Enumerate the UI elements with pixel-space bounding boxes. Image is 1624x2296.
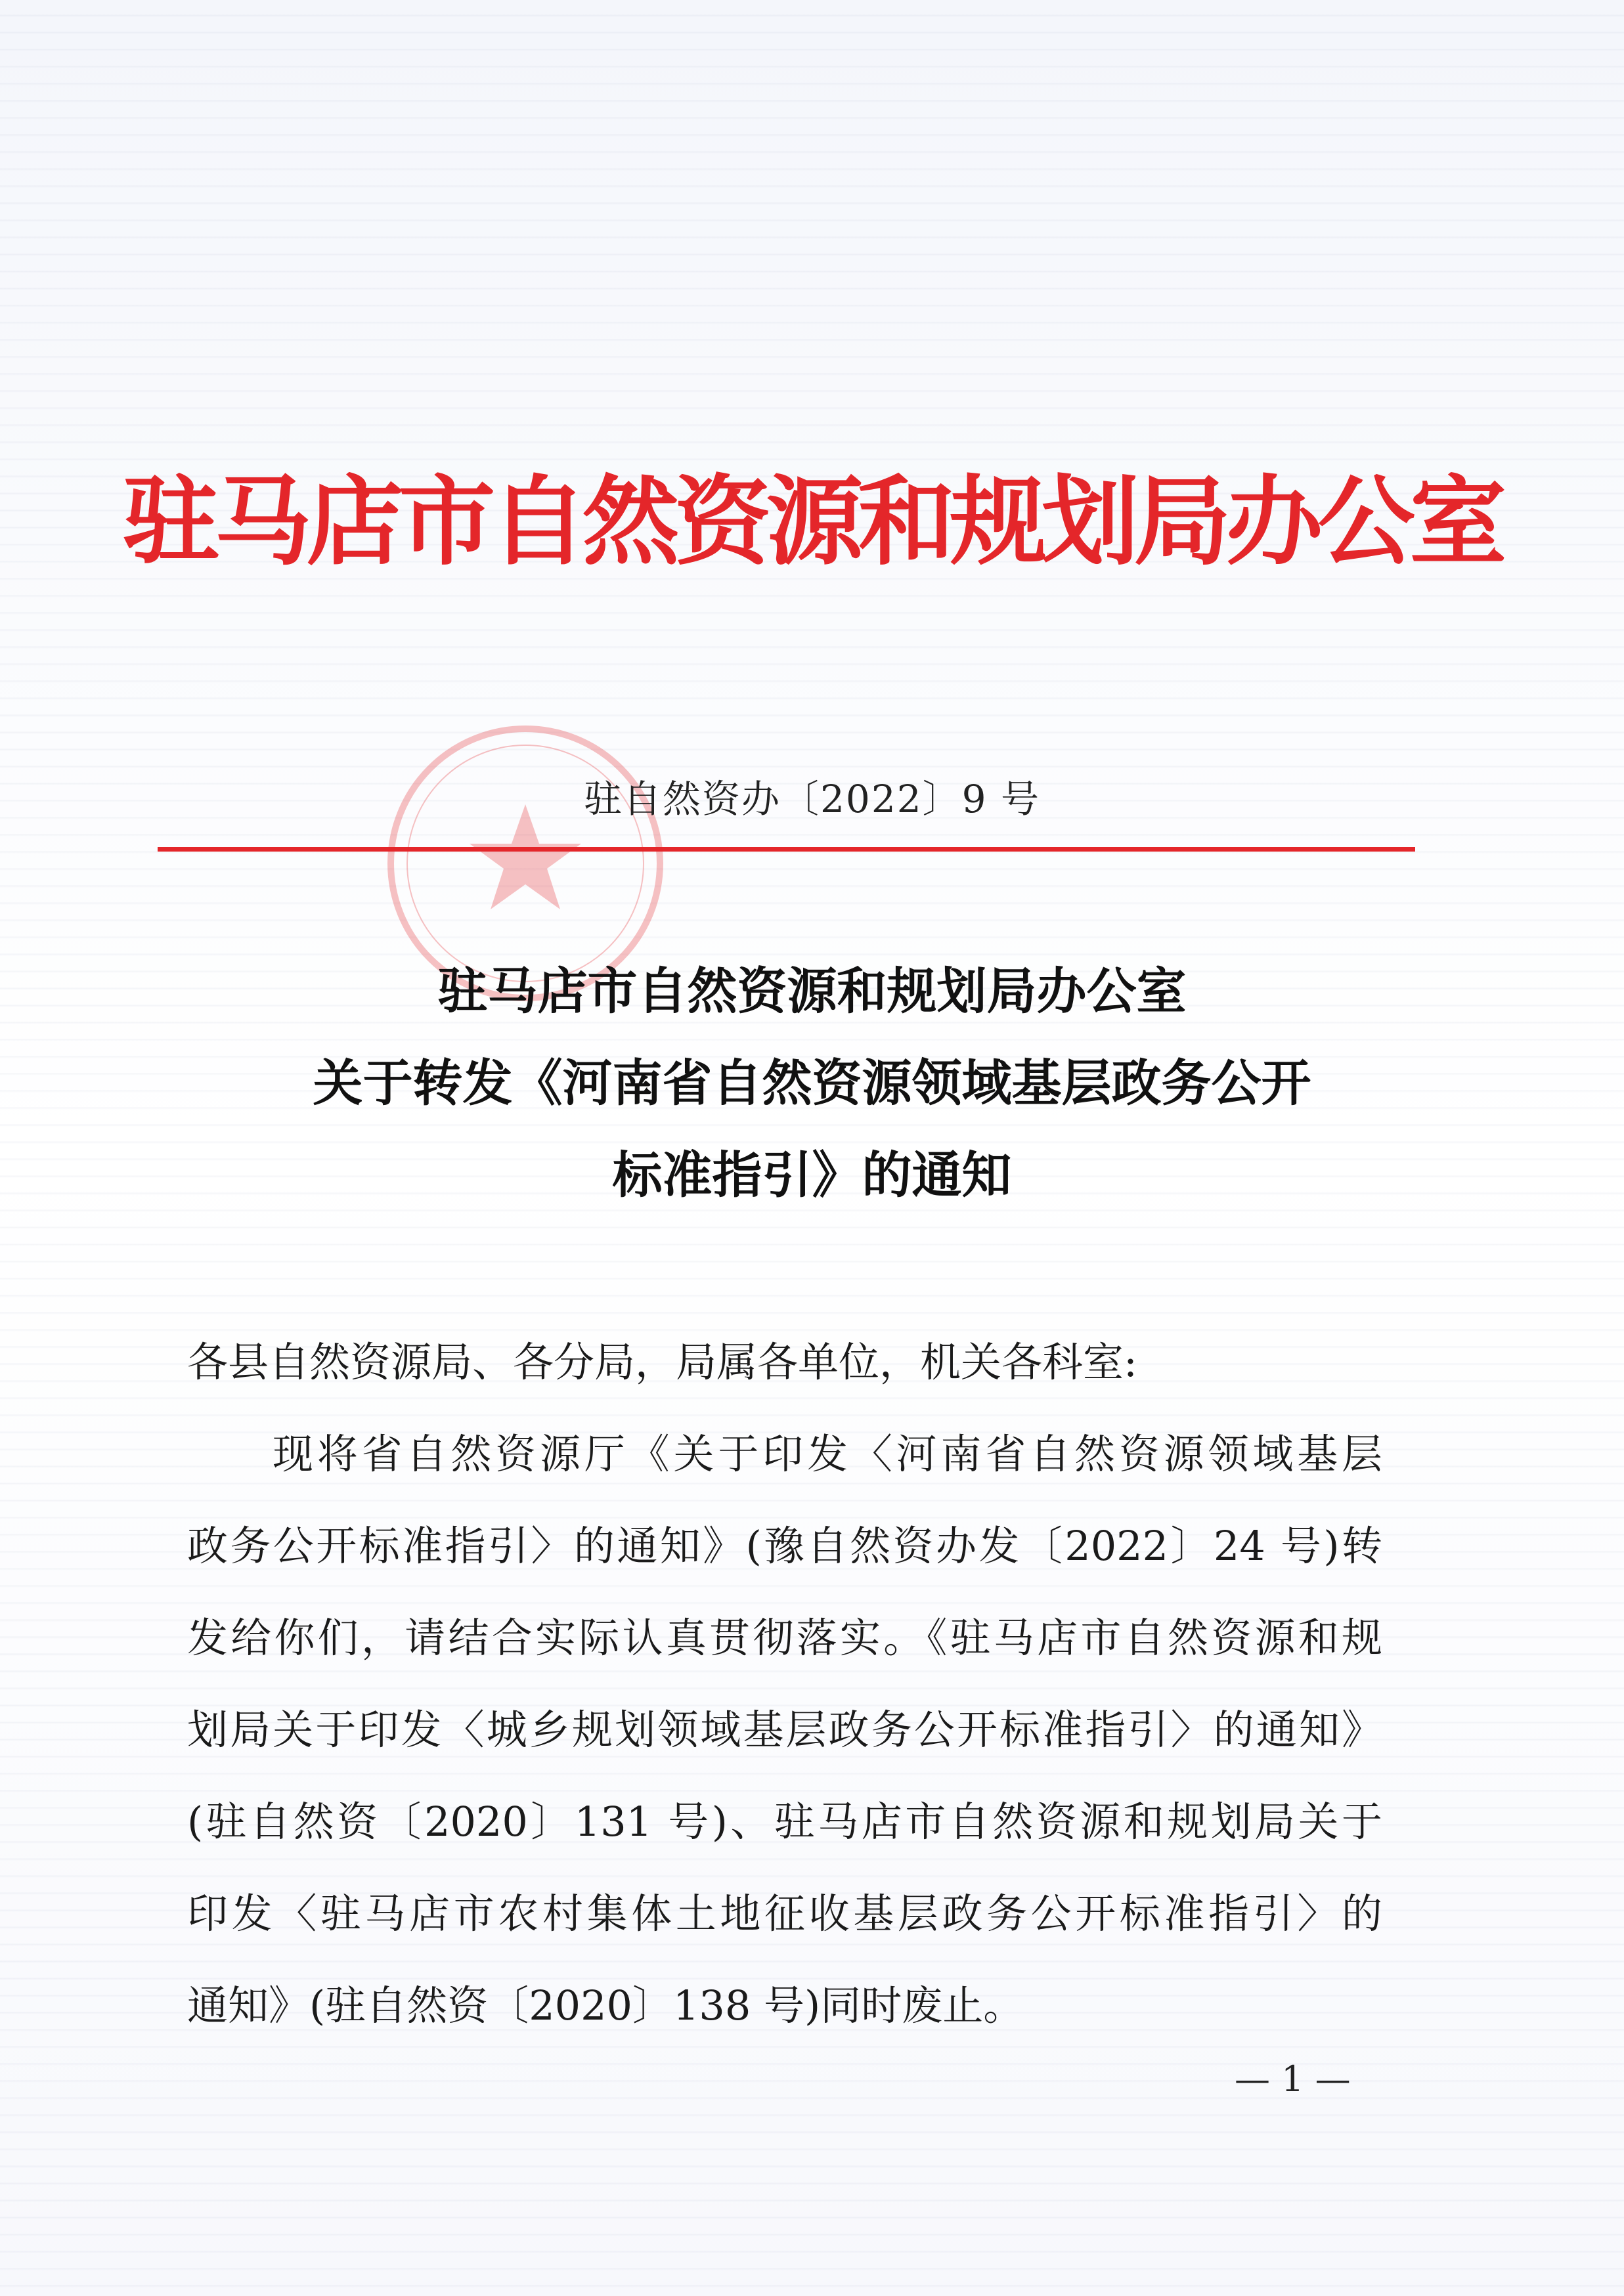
- title-line-3: 标准指引》的通知: [612, 1146, 1012, 1204]
- body-line: 划局关于印发〈城乡规划领域基层政务公开标准指引〉的通知》: [187, 1706, 1382, 1754]
- document-title: [0, 945, 1624, 1221]
- page-number: — 1 —: [1235, 2058, 1351, 2100]
- title-line-2: 关于转发《河南省自然资源领域基层政务公开: [313, 1054, 1311, 1112]
- body-line: 通知》(驻自然资〔2020〕138 号)同时废止。: [187, 1982, 1024, 2029]
- body-line: 发给你们，请结合实际认真贯彻落实。《驻马店市自然资源和规: [187, 1614, 1382, 1662]
- body-line: 印发〈驻马店市农村集体土地征收基层政务公开标准指引〉的: [187, 1890, 1382, 1938]
- body-line: 现将省自然资源厅《关于印发〈河南省自然资源领域基层: [273, 1430, 1382, 1478]
- body-text: [187, 1316, 1382, 2052]
- body-line: (驻自然资〔2020〕131 号)、驻马店市自然资源和规划局关于: [187, 1798, 1382, 1846]
- salutation: 各县自然资源局、各分局，局属各单位，机关各科室:: [187, 1338, 1137, 1386]
- issuer-title: 驻马店市自然资源和规划局办公室: [122, 464, 1502, 578]
- body-line: 政务公开标准指引〉的通知》(豫自然资办发〔2022〕24 号)转: [187, 1522, 1382, 1570]
- title-line-1: 驻马店市自然资源和规划局办公室: [437, 962, 1187, 1020]
- red-divider: [158, 847, 1415, 852]
- document-number: 驻自然资办〔2022〕9 号: [584, 777, 1040, 821]
